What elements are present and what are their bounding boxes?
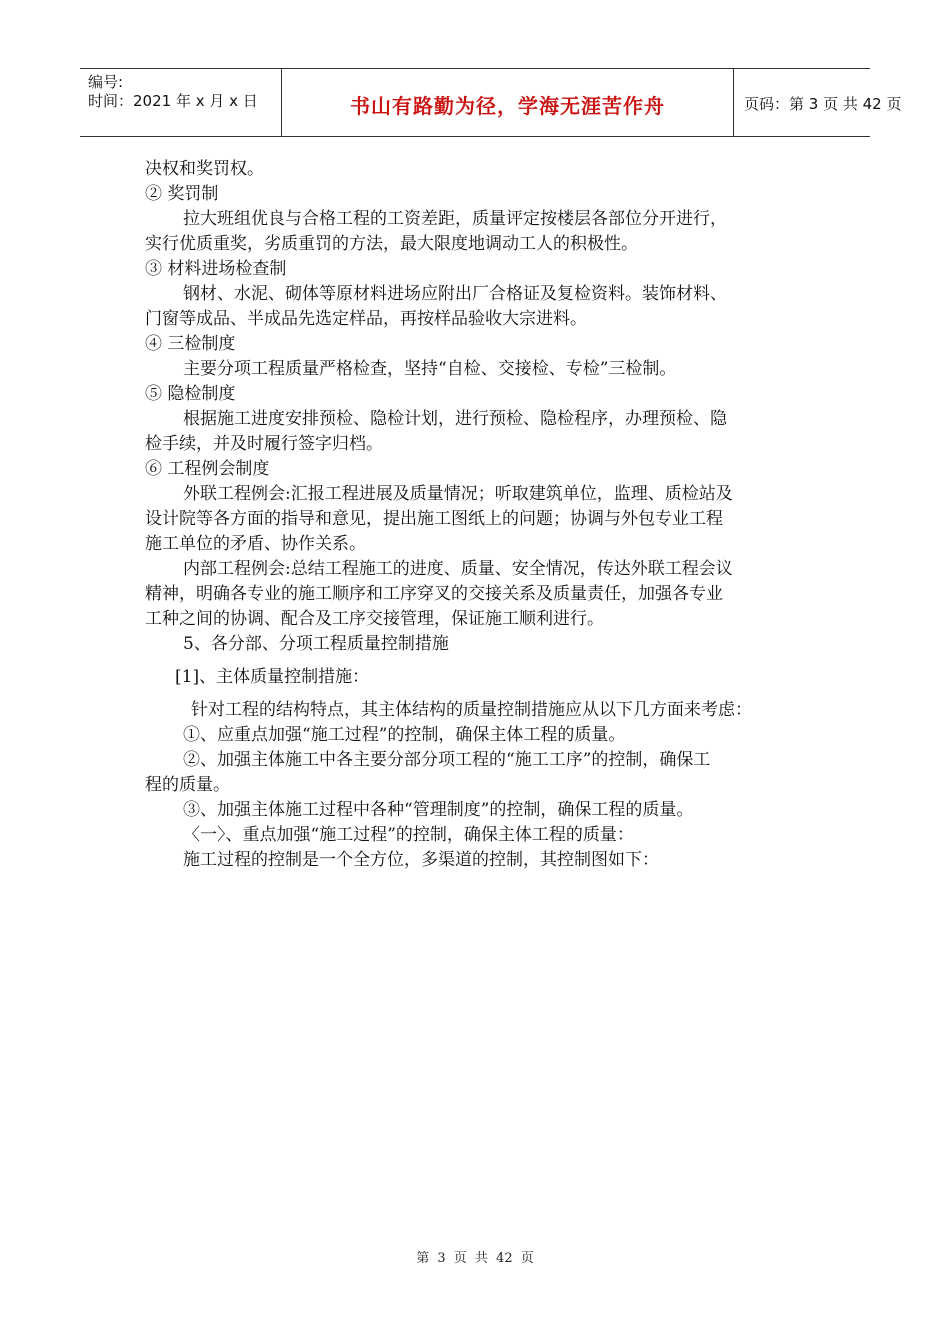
body-line: 决权和奖罚权。: [145, 159, 264, 179]
body-line: 钢材、水泥、砌体等原材料进场应附出厂合格证及复检资料。装饰材料、: [183, 284, 727, 304]
section-heading: 5、各分部、分项工程质量控制措施: [183, 634, 449, 654]
body-line: 实行优质重奖，劣质重罚的方法，最大限度地调动工人的积极性。: [145, 234, 638, 254]
section-heading: ③ 材料进场检查制: [145, 259, 287, 279]
body-line: 施工单位的矛盾、协作关系。: [145, 534, 366, 554]
section-heading: ② 奖罚制: [145, 184, 219, 204]
body-line: 检手续，并及时履行签字归档。: [145, 434, 383, 454]
section-heading: ⑤ 隐检制度: [145, 384, 236, 404]
section-heading: ④ 三检制度: [145, 334, 236, 354]
header-motto-cell: [281, 69, 734, 136]
body-line: ①、应重点加强“施工过程”的控制，确保主体工程的质量。: [183, 725, 626, 745]
body-line: ②、加强主体施工中各主要分部分项工程的“施工工序”的控制，确保工: [183, 750, 711, 770]
body-line: 施工过程的控制是一个全方位，多渠道的控制，其控制图如下：: [183, 850, 659, 870]
body-line: 外联工程例会:汇报工程进展及质量情况；听取建筑单位，监理、质检站及: [183, 484, 733, 504]
header-meta: [80, 69, 281, 136]
page-header: [80, 68, 902, 137]
body-line: 针对工程的结构特点，其主体结构的质量控制措施应从以下几方面来考虑：: [191, 700, 752, 720]
body-line: ③、加强主体施工过程中各种“管理制度”的控制，确保工程的质量。: [183, 800, 694, 820]
body-line: 根据施工进度安排预检、隐检计划，进行预检、隐检程序，办理预检、隐: [183, 409, 727, 429]
body-line: 设计院等各方面的指导和意见，提出施工图纸上的问题；协调与外包专业工程: [145, 509, 723, 529]
body-line: 工种之间的协调、配合及工序交接管理，保证施工顺利进行。: [145, 609, 604, 629]
body-line: 程的质量。: [145, 775, 230, 795]
body-line: 门窗等成品、半成品先选定样品，再按样品验收大宗进料。: [145, 309, 587, 329]
body-line: 主要分项工程质量严格检查，坚持“自检、交接检、专检”三检制。: [183, 359, 677, 379]
subsection-heading: [1]、主体质量控制措施：: [175, 667, 370, 687]
header-page-info: 页码：第 3 页 共 42 页: [744, 95, 902, 113]
body-line: 内部工程例会:总结工程施工的进度、质量、安全情况，传达外联工程会议: [183, 559, 733, 579]
body-line: 〈一〉、重点加强“施工过程”的控制，确保主体工程的质量：: [183, 825, 634, 845]
header-motto: 书山有路勤为径，学海无涯苦作舟: [350, 94, 665, 118]
doc-number-label: 编号:: [88, 73, 124, 91]
page-footer: 第 3 页 共 42 页: [416, 1251, 534, 1266]
section-heading: ⑥ 工程例会制度: [145, 459, 270, 479]
doc-date: 时间：2021 年 x 月 x 日: [88, 92, 258, 110]
body-line: 精神，明确各专业的施工顺序和工序穿叉的交接关系及质量责任，加强各专业: [145, 584, 723, 604]
body-line: 拉大班组优良与合格工程的工资差距，质量评定按楼层各部位分开进行，: [183, 209, 727, 229]
